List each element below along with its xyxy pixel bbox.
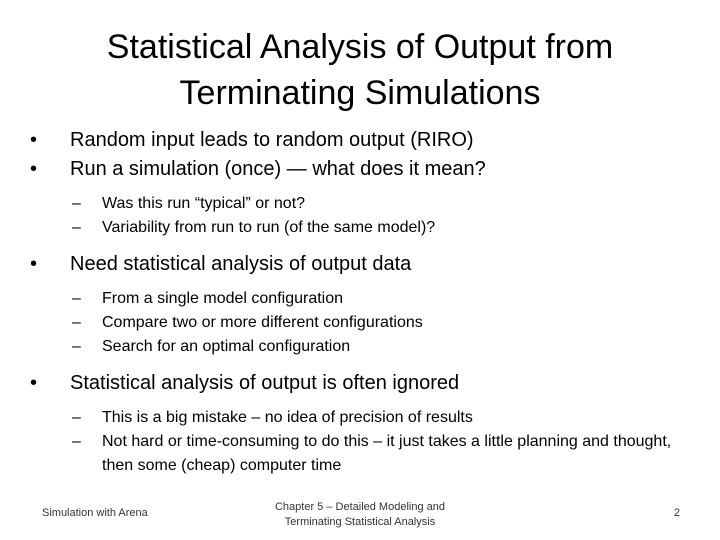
title-line-2: Terminating Simulations [179,74,541,112]
footer-left-text: Simulation with Arena [42,507,148,519]
dash-mark: – [72,219,81,236]
bullet-text: Need statistical analysis of output data [70,253,412,275]
sub-bullet-item [26,335,696,359]
bullet-item [26,250,696,279]
sub-bullet-text: Variability from run to run (of the same model)? [102,219,436,236]
sub-bullet-item [26,406,696,430]
footer-center-line-2: Terminating Statistical Analysis [284,516,436,528]
footer-center-line-1: Chapter 5 – Detailed Modeling and [274,501,445,513]
sub-bullet-item [26,287,696,311]
bullet-mark: • [30,372,38,394]
sub-bullet-text: Not hard or time-consuming to do this – it just takes a little planning and thought, then some (cheap) computer time [102,433,672,474]
dash-mark: – [72,195,81,212]
sub-bullet-item [26,311,696,335]
bullet-text: Run a simulation (once) — what does it mean? [70,158,486,180]
dash-mark: – [72,290,81,307]
sub-bullet-text: Search for an optimal configuration [102,338,351,355]
title-line-1: Statistical Analysis of Output from [106,28,614,66]
sub-bullet-item [26,192,696,216]
bullet-list [26,126,696,478]
dash-mark: – [72,314,81,331]
bullet-mark: • [30,158,38,180]
sub-bullet-text: This is a big mistake – no idea of precision of results [102,409,473,426]
bullet-text: Statistical analysis of output is often ignored [70,372,460,394]
sub-bullet-text: Compare two or more different configurations [102,314,423,331]
dash-mark: – [72,433,81,450]
slide-title [40,24,680,116]
dash-mark: – [72,409,81,426]
footer-center-text [240,500,480,530]
bullet-item [26,126,696,155]
sub-bullet-item [26,216,696,240]
bullet-mark: • [30,253,38,275]
sub-bullet-text: Was this run “typical” or not? [102,195,306,212]
dash-mark: – [72,338,81,355]
sub-bullet-item [26,430,696,478]
sub-bullet-text: From a single model configuration [102,290,344,307]
page-number: 2 [673,507,680,519]
bullet-text: Random input leads to random output (RIRO) [70,129,474,151]
bullet-item [26,155,696,184]
bullet-item [26,369,696,398]
bullet-mark: • [30,129,38,151]
